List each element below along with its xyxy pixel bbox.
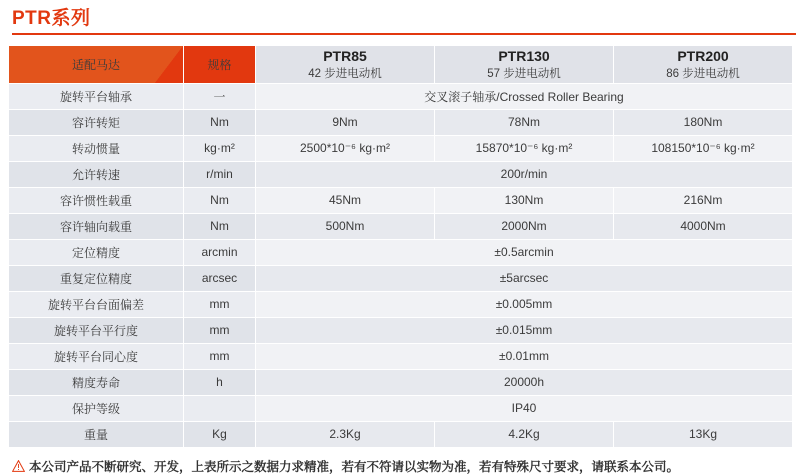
model-2-motor: 57 步进电动机 xyxy=(487,68,561,81)
page-title: PTR系列 xyxy=(12,8,91,29)
table-row xyxy=(9,239,793,265)
row-value-model-2: 130Nm xyxy=(435,187,614,213)
title-underline xyxy=(12,33,796,35)
table-header-row xyxy=(9,46,793,84)
row-value-model-1: 45Nm xyxy=(256,187,435,213)
row-label: 旋转平台同心度 xyxy=(9,343,184,369)
row-unit: Nm xyxy=(184,109,256,135)
model-1-motor: 42 步进电动机 xyxy=(308,68,382,81)
header-motor-text: 适配马达 xyxy=(71,57,120,72)
row-value-model-3: 13Kg xyxy=(614,421,793,447)
row-unit: arcmin xyxy=(184,239,256,265)
row-value-model-3: 180Nm xyxy=(614,109,793,135)
table-row xyxy=(9,187,793,213)
row-value-merged: 交叉滚子轴承/Crossed Roller Bearing xyxy=(256,83,793,109)
model-3-motor: 86 步进电动机 xyxy=(666,68,740,81)
table-row xyxy=(9,395,793,421)
row-label: 定位精度 xyxy=(9,239,184,265)
row-unit: Kg xyxy=(184,421,256,447)
warning-triangle-icon xyxy=(12,460,25,472)
row-unit: r/min xyxy=(184,161,256,187)
table-body xyxy=(9,83,793,447)
model-2-name: PTR130 xyxy=(498,48,550,64)
row-value-model-3: 108150*10⁻⁶ kg·m² xyxy=(614,135,793,161)
table-row xyxy=(9,343,793,369)
row-value-model-2: 15870*10⁻⁶ kg·m² xyxy=(435,135,614,161)
row-label: 精度寿命 xyxy=(9,369,184,395)
row-value-model-1: 500Nm xyxy=(256,213,435,239)
row-label: 旋转平台台面偏差 xyxy=(9,291,184,317)
table-row xyxy=(9,369,793,395)
row-value-model-1: 2500*10⁻⁶ kg·m² xyxy=(256,135,435,161)
row-value-model-2: 78Nm xyxy=(435,109,614,135)
row-value-model-2: 4.2Kg xyxy=(435,421,614,447)
row-unit: h xyxy=(184,369,256,395)
row-label: 重复定位精度 xyxy=(9,265,184,291)
row-value-merged: ±0.015mm xyxy=(256,317,793,343)
row-unit xyxy=(184,395,256,421)
row-unit: mm xyxy=(184,343,256,369)
table-row xyxy=(9,265,793,291)
header-model-2 xyxy=(435,46,614,84)
row-value-model-1: 9Nm xyxy=(256,109,435,135)
row-value-merged: ±0.01mm xyxy=(256,343,793,369)
header-model-3 xyxy=(614,46,793,84)
header-motor-label xyxy=(9,46,184,84)
model-3-name: PTR200 xyxy=(677,48,729,64)
row-value-model-3: 4000Nm xyxy=(614,213,793,239)
row-value-model-3: 216Nm xyxy=(614,187,793,213)
title-block xyxy=(8,6,792,41)
footer-note xyxy=(8,457,792,475)
row-value-model-2: 2000Nm xyxy=(435,213,614,239)
row-label: 容许转矩 xyxy=(9,109,184,135)
row-value-merged: ±0.5arcmin xyxy=(256,239,793,265)
row-unit: mm xyxy=(184,317,256,343)
row-value-merged: 200r/min xyxy=(256,161,793,187)
header-diagonal-divider xyxy=(155,46,183,83)
table-row xyxy=(9,161,793,187)
table-row xyxy=(9,213,793,239)
row-value-merged: IP40 xyxy=(256,395,793,421)
header-spec-label: 规格 xyxy=(184,46,256,84)
row-value-merged: ±0.005mm xyxy=(256,291,793,317)
row-unit: Nm xyxy=(184,213,256,239)
row-value-merged: 20000h xyxy=(256,369,793,395)
footer-text: 本公司产品不断研究、开发，上表所示之数据力求精准，若有不符请以实物为准，若有特殊尺寸要求，请联系本公司。 xyxy=(29,459,680,474)
row-label: 旋转平台平行度 xyxy=(9,317,184,343)
table-row xyxy=(9,83,793,109)
row-label: 容许轴向载重 xyxy=(9,213,184,239)
model-1-name: PTR85 xyxy=(323,48,367,64)
row-unit: kg·m² xyxy=(184,135,256,161)
row-unit: arcsec xyxy=(184,265,256,291)
table-row xyxy=(9,291,793,317)
row-value-model-1: 2.3Kg xyxy=(256,421,435,447)
table-row xyxy=(9,317,793,343)
row-value-merged: ±5arcsec xyxy=(256,265,793,291)
row-label: 重量 xyxy=(9,421,184,447)
specification-table xyxy=(8,45,793,448)
row-label: 转动惯量 xyxy=(9,135,184,161)
table-row xyxy=(9,421,793,447)
table-row xyxy=(9,135,793,161)
row-label: 旋转平台轴承 xyxy=(9,83,184,109)
header-model-1 xyxy=(256,46,435,84)
row-unit: Nm xyxy=(184,187,256,213)
row-label: 允许转速 xyxy=(9,161,184,187)
row-label: 保护等级 xyxy=(9,395,184,421)
row-unit: mm xyxy=(184,291,256,317)
row-label: 容许惯性载重 xyxy=(9,187,184,213)
table-row xyxy=(9,109,793,135)
row-unit: 一 xyxy=(184,83,256,109)
